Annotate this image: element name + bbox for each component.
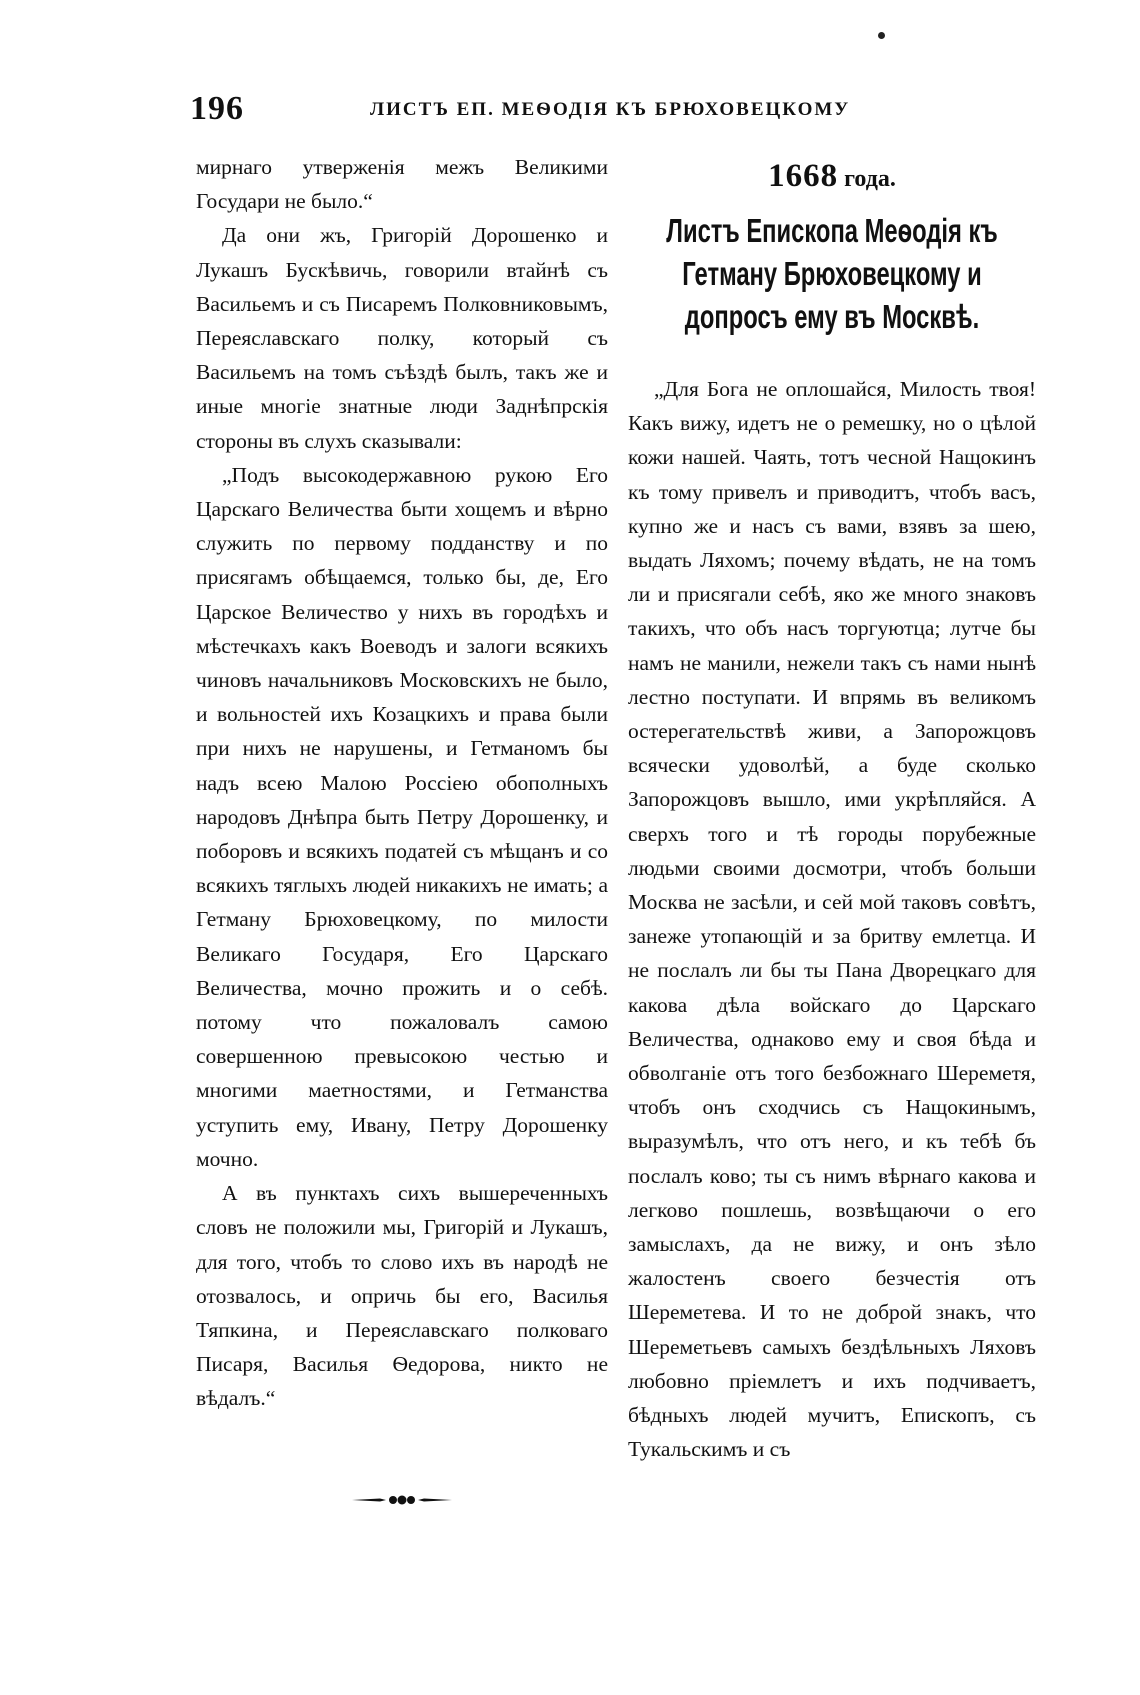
year-word: года. [844, 166, 896, 192]
document-title: Листъ Епископа Меѳодія къ Гетману Брюховецкому и допросъ ему въ Москвѣ. [666, 212, 998, 335]
paragraph: мирнаго утверженія межъ Великими Государи не было.“ [196, 155, 608, 214]
page-number: 196 [190, 90, 244, 127]
left-column [196, 150, 608, 1416]
year-heading [628, 156, 1036, 199]
paragraph: А въ пунктахъ сихъ вышереченныхъ словъ не положили мы, Григорій и Лукашъ, для того, чтобъ то слово ихъ въ народѣ не отозвалось, и опричь бы его, Василья Тяпкина, и Переяславскаго полковаго Писаря, Василья Ѳедорова, никто не вѣдалъ.“ [196, 1181, 608, 1411]
paragraph: „Для Бога не оплошайся, Милость твоя! Какъ вижу, идетъ не о ремешку, но о цѣлой кожи нашей. Чаять, тотъ чесной Нащокинъ къ тому привелъ и приводитъ, чтобъ васъ, купно же и насъ съ вами, взявъ за шею, выдать Ляхомъ; почему вѣдать, не на томъ ли и присягали себѣ, яко же много знаковъ такихъ, что объ насъ торгуютца; лутче бы намъ не манили, нежели такъ съ нами нынѣ лестно поступати. И впрямь въ великомъ остерегательствѣ живи, а Запорожцовъ всячески удоволѣй, а буде сколько Запорожцовъ вышло, ими укрѣпляйся. А сверхъ того и тѣ городы порубежные людьми своими досмотри, чтобъ больши Москва не засѣли, и сей мой таковъ совѣтъ, занеже утопающій и за бритву емлетца. И не послалъ ли бы ты Пана Дворецкаго для какова дѣла войскаго до Царскаго Величества, однаково ему и своя бѣда и обволганіе отъ того безбожнаго Шереметя, чтобъ онъ сходчись съ Нащокинымъ, выразумѣлъ, что отъ него, и къ тебѣ бъ послалъ ково; ты съ нимъ вѣрнаго какова и легково пошлешь, возвѣщаючи о его замыслахъ, да не вижу, и онъ зѣло жалостенъ своего безчестія отъ Шереметева. И то не доброй знакъ, что Шереметьевъ самыхъ бездѣльныхъ Ляховъ любовно пріемлетъ и ихъ подчиваетъ, бѣдныхъ людей мучитъ, Епископъ, съ Тукальскимъ и съ [628, 377, 1036, 1462]
right-column [628, 150, 1036, 1467]
year-number: 1668 [768, 158, 839, 194]
paragraph: Да они жъ, Григорій Дорошенко и Лукашъ Бускѣвичь, говорили втайнѣ съ Васильемъ и съ Писаремъ Полковниковымъ, Переяславскаго полку, который съ Васильемъ на томъ съѣздѣ былъ, такъ же и иные многіе знатные люди Заднѣпрскія стороны въ слухъ сказывали: [196, 223, 608, 453]
paragraph: „Подъ высокодержавною рукою Его Царскаго Величества быти хощемъ и вѣрно служить по первому подданству и по присягамъ обѣщаемся, только бы, де, Его Царское Величество у нихъ въ городѣхъ и мѣстечкахъ какъ Воеводъ и залоги всякихъ чиновъ начальниковъ Московскихъ не было, и вольностей ихъ Козацкихъ и права были при нихъ не нарушены, и Гетманомъ бы надъ всею Малою Россіею обополныхъ народовъ Днѣпра быть Петру Дорошенку, и поборовъ и всякихъ податей съ мѣщанъ и со всякихъ тяглыхъ людей никакихъ не имать; а Гетману Брюховецкому, по милости Великаго Государя, Его Царскаго Величества, мочно прожить и о себѣ. потому что пожаловалъ самою совершенною превысокою честью и многими маетностями, и Гетманства уступить ему, Ивану, Петру Дорошенку мочно. [196, 462, 608, 1171]
ink-dot [878, 32, 885, 39]
running-head [190, 90, 850, 130]
ornament-divider [352, 1494, 452, 1506]
running-title: ЛИСТЪ ЕП. МЕѲОДІЯ КЪ БРЮХОВЕЦКОМУ [370, 99, 851, 120]
